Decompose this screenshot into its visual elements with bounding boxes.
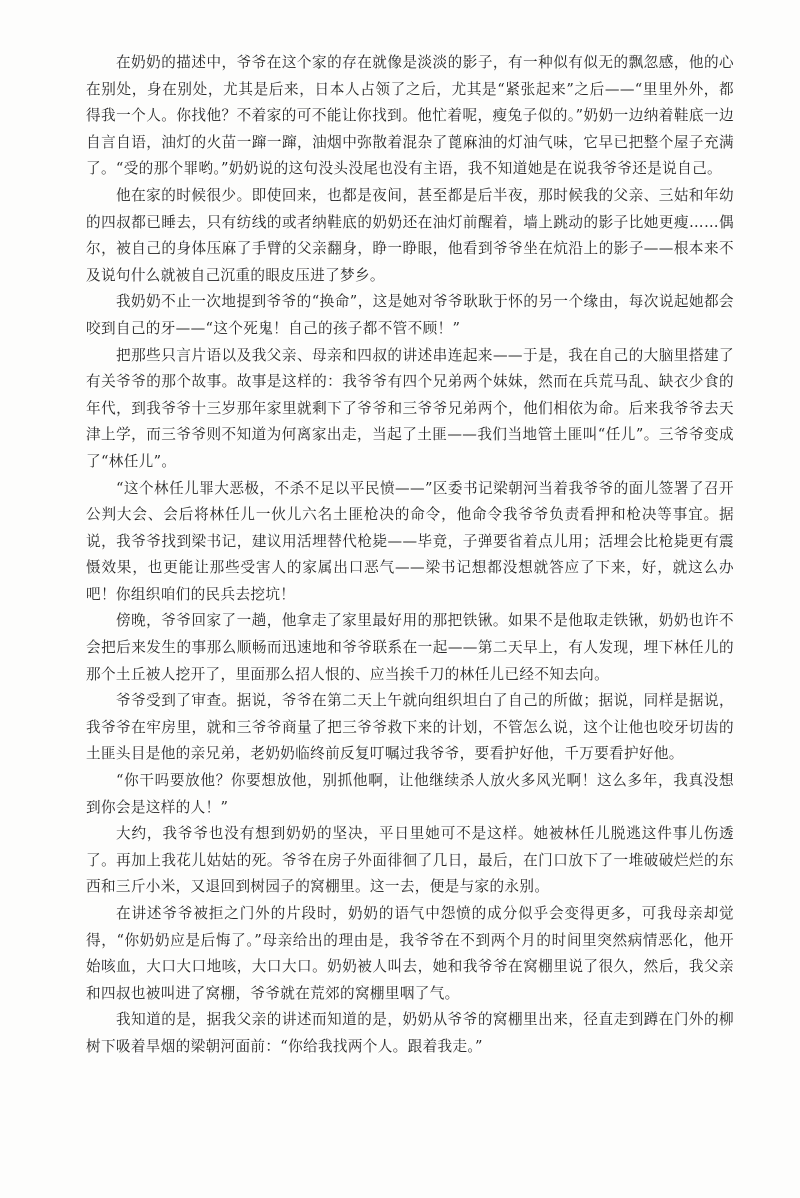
- paragraph: 我奶奶不止一次地提到爷爷的“换命”，这是她对爷爷耿耿于怀的另一个缘由，每次说起她都会咬到自己的牙——“这个死鬼！自己的孩子都不管不顾！”: [86, 293, 734, 337]
- paragraph: 把那些只言片语以及我父亲、母亲和四叔的讲述串连起来——于是，我在自己的大脑里搭建了有关爷爷的那个故事。故事是这样的：我爷爷有四个兄弟两个妹妹，然而在兵荒马乱、缺衣少食的年代，到我爷爷十三岁那年家里就剩下了爷爷和三爷爷兄弟两个，他们相依为命。后来我爷爷去天津上学，而三爷爷则不知道为何离家出走，当起了土匪——我们当地管土匪叫“任儿”。三爷爷变成了“林任儿”。: [86, 346, 734, 470]
- paragraph: 爷爷受到了审查。据说，爷爷在第二天上午就向组织坦白了自己的所做；据说，同样是据说，我爷爷在牢房里，就和三爷爷商量了把三爷爷救下来的计划，不管怎么说，这个让他也咬牙切齿的土匪头目是他的亲兄弟，老奶奶临终前反复叮嘱过我爷爷，要看护好他，千万要看护好他。: [86, 692, 734, 763]
- paragraph: 我知道的是，据我父亲的讲述而知道的是，奶奶从爷爷的窝棚里出来，径直走到蹲在门外的柳树下吸着旱烟的梁朝河面前：“你给我找两个人。跟着我走。”: [86, 1011, 734, 1055]
- paragraph: “这个林任儿罪大恶极，不杀不足以平民愤——”区委书记梁朝河当着我爷爷的面儿签署了召开公判大会、会后将林任儿一伙儿六名土匪枪决的命令，他命令我爷爷负责看押和枪决等事宜。据说，我爷爷找到梁书记，建议用活埋替代枪毙——毕竟，子弹要省着点儿用；活埋会比枪毙更有震慑效果，也更能让那些受害人的家属出口恶气——梁书记想都没想就答应了下来，好，就这么办吧！你组织咱们的民兵去挖坑！: [86, 479, 734, 603]
- paragraph: 在讲述爷爷被拒之门外的片段时，奶奶的语气中怨愤的成分似乎会变得更多，可我母亲却觉得，“你奶奶应是后悔了。”母亲给出的理由是，我爷爷在不到两个月的时间里突然病情恶化，他开始咳血，大口大口地咳，大口大口。奶奶被人叫去，她和我爷爷在窝棚里说了很久，然后，我父亲和四叔也被叫进了窝棚，爷爷就在荒郊的窝棚里咽了气。: [86, 905, 734, 1002]
- paragraph: 他在家的时候很少。即使回来，也都是夜间，甚至都是后半夜，那时候我的父亲、三姑和年幼的四叔都已睡去，只有纺线的或者纳鞋底的奶奶还在油灯前醒着，墙上跳动的影子比她更瘦……偶尔，被自己的身体压麻了手臂的父亲翻身，睁一睁眼，他看到爷爷坐在炕沿上的影子——根本来不及说句什么就被自己沉重的眼皮压进了梦乡。: [86, 186, 734, 284]
- paragraph: 在奶奶的描述中，爷爷在这个家的存在就像是淡淡的影子，有一种似有似无的飘忽感，他的心在别处，身在别处，尤其是后来，日本人占领了之后，尤其是“紧张起来”之后——“里里外外，都得我一个人。你找他？不着家的可不能让你找到。他忙着呢，瘦兔子似的。”奶奶一边纳着鞋底一边自言自语，油灯的火苗一蹿一蹿，油烟中弥散着混杂了蓖麻油的灯油气味，它早已把整个屋子充满了。“受的那个罪哟。”奶奶说的这句没头没尾也没有主语，我不知道她是在说我爷爷还是说自己。: [86, 54, 734, 178]
- paragraph: 大约，我爷爷也没有想到奶奶的坚决，平日里她可不是这样。她被林任儿脱逃这件事儿伤透了。再加上我花儿姑姑的死。爷爷在房子外面徘徊了几日，最后，在门口放下了一堆破破烂烂的东西和三斤小米，又退回到树园子的窝棚里。这一去，便是与家的永别。: [86, 825, 734, 896]
- paragraph: “你干吗要放他？你要想放他，别抓他啊，让他继续杀人放火多风光啊！这么多年，我真没想到你会是这样的人！”: [86, 772, 734, 816]
- paragraph: 傍晚，爷爷回家了一趟，他拿走了家里最好用的那把铁锹。如果不是他取走铁锹，奶奶也许不会把后来发生的事那么顺畅而迅速地和爷爷联系在一起——第二天早上，有人发现，埋下林任儿的那个土丘被人挖开了，里面那么招人恨的、应当挨千刀的林任儿已经不知去向。: [86, 612, 734, 683]
